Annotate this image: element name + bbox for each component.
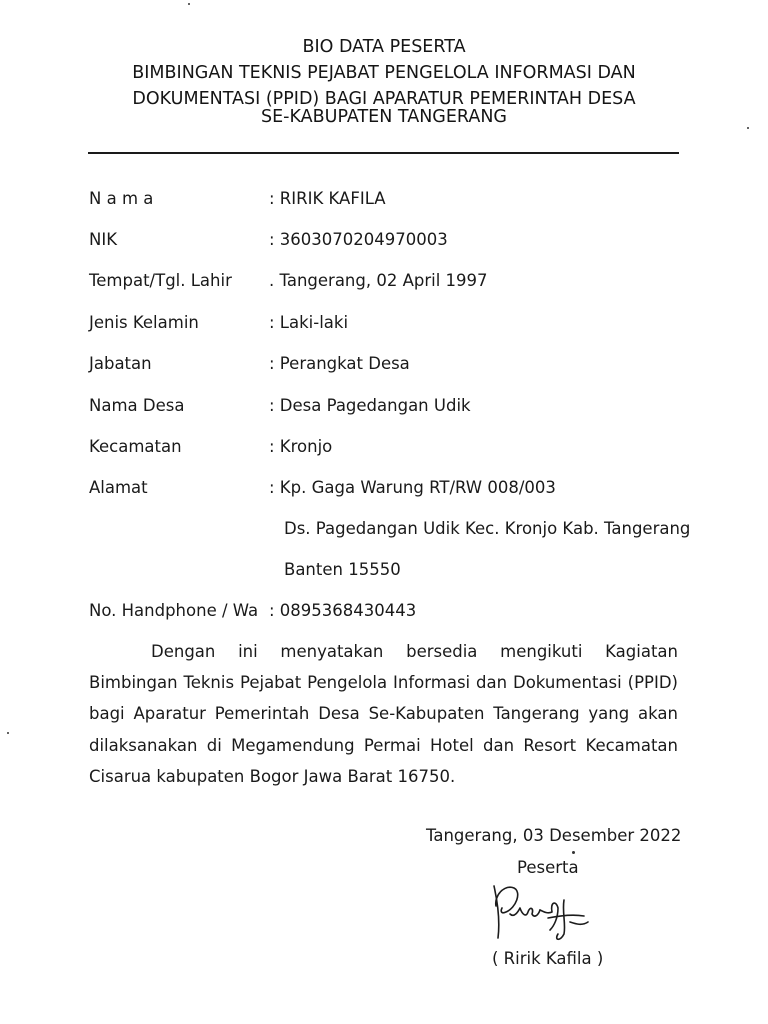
address-line-3: Banten 15550 [284,560,401,579]
field-value-position: : Perangkat Desa [269,354,410,373]
field-value-nama: : RIRIK KAFILA [269,189,386,208]
header-divider [88,152,679,154]
field-label-birth: Tempat/Tgl. Lahir [89,271,232,290]
scan-speck [747,127,749,129]
field-value-birth: . Tangerang, 02 April 1997 [269,271,488,290]
signature-image [484,878,594,958]
field-label-phone: No. Handphone / Wa [89,601,259,620]
statement-paragraph: Dengan ini menyatakan bersedia mengikuti Kagiatan Bimbingan Teknis Pejabat Pengelola Informasi dan Dokumentasi (PPID) bagi Aparatur Pemerintah Desa Se-Kabupaten Tangerang yang akan dilaksanakan di Megamendung Permai Hotel dan Resort Kecamatan Cisarua kabupaten Bogor Jawa Barat 16750. [89,642,678,786]
field-label-district: Kecamatan [89,437,182,456]
field-value-nik: : 3603070204970003 [269,230,448,249]
field-value-gender: : Laki-laki [269,313,349,332]
doc-subtitle-line-2: DOKUMENTASI (PPID) BAGI APARATUR PEMERINTAH DESA [132,89,636,109]
doc-title: BIO DATA PESERTA [302,37,466,57]
field-value-phone: : 0895368430443 [269,601,417,620]
field-label-address: Alamat [89,478,148,497]
scan-speck [7,732,9,734]
participant-name: ( Ririk Kafila ) [492,949,604,968]
field-label-position: Jabatan [89,354,152,373]
field-label-gender: Jenis Kelamin [89,313,199,332]
doc-subtitle-line-3: SE-KABUPATEN TANGERANG [261,107,507,127]
scan-speck [572,851,575,854]
closing-role: Peserta [517,858,579,877]
address-line-2: Ds. Pagedangan Udik Kec. Kronjo Kab. Tangerang [284,519,691,538]
field-value-village: : Desa Pagedangan Udik [269,396,471,415]
field-value-address: : Kp. Gaga Warung RT/RW 008/003 [269,478,556,497]
field-label-nik: NIK [89,230,118,249]
closing-place-date: Tangerang, 03 Desember 2022 [426,826,682,845]
scan-speck [188,3,190,5]
field-label-village: Nama Desa [89,396,185,415]
doc-subtitle-line-1: BIMBINGAN TEKNIS PEJABAT PENGELOLA INFORMASI DAN [132,63,636,83]
field-label-nama: N a m a [89,189,154,208]
field-value-district: : Kronjo [269,437,333,456]
